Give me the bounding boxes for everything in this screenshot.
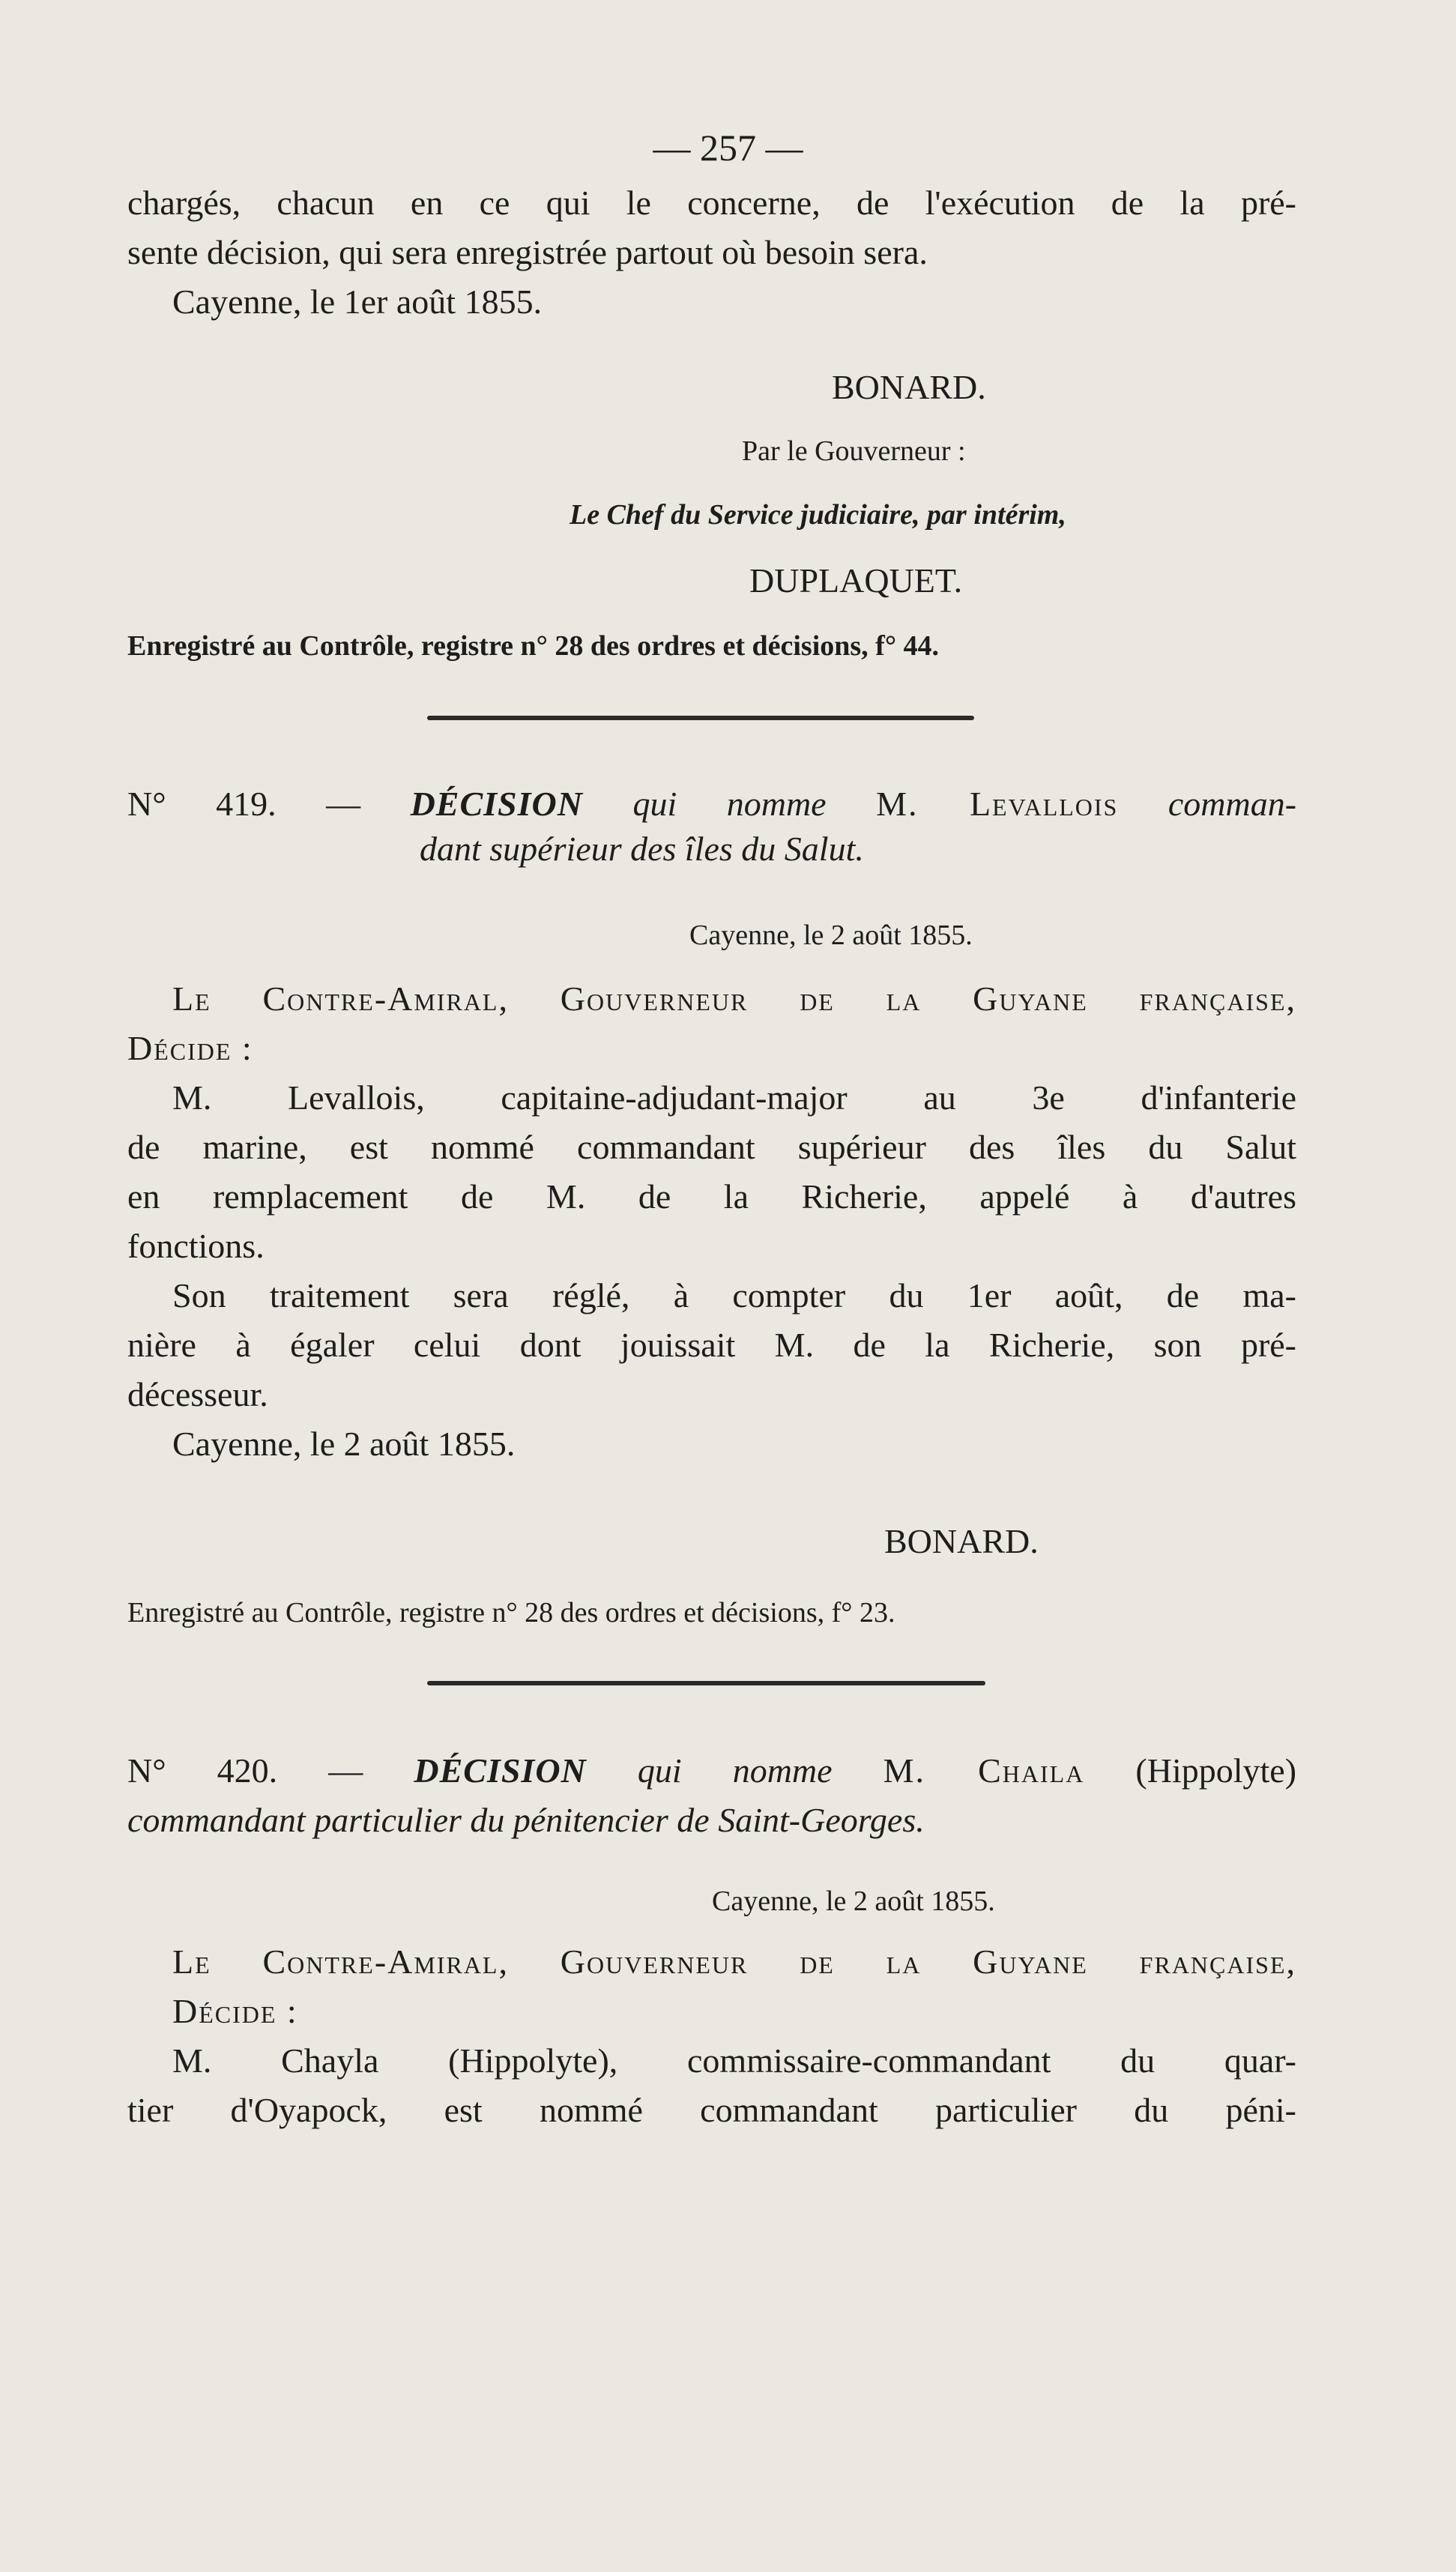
closing-date: Cayenne, le 2 août 1855. [172,1425,516,1463]
decision-title-line2: dant supérieur des îles du Salut. [420,830,864,868]
decision-title-rest: comman- [1167,785,1297,823]
body-line: fonctions. [127,1227,265,1265]
decision-number: N° 419. — [127,785,361,823]
body-line: en remplacement de M. de la Richerie, appelé à d'autres [127,1177,1296,1216]
date-line: Cayenne, le 1er août 1855. [172,283,543,321]
decision-419-body [127,974,1296,1469]
separator-rule [427,1681,985,1685]
decision-number: N° 420. — [127,1751,363,1790]
signatory: BONARD. [832,368,986,406]
page-number: — 257 — [653,127,803,169]
decision-title: DÉCISION [414,1751,587,1790]
decision-419-heading [127,779,1296,829]
decision-person-paren: (Hippolyte) [1135,1751,1297,1790]
decision-420-body [127,1937,1296,2135]
body-line: M. Levallois, capitaine-adjudant-major au 3e d'infanterie [172,1078,1296,1117]
body-line: tier d'Oyapock, est nommé commandant particulier du péni- [127,2091,1296,2129]
decide-line: Décide : [172,1992,298,2030]
text-line: chargés, chacun en ce qui le concerne, de l'exécution de la pré- [127,184,1296,222]
decision-title-rest: qui nomme [637,1751,833,1790]
text-line: sente décision, qui sera enregistrée partout où besoin sera. [127,233,928,271]
heading-line [127,1746,1296,1796]
body-line: de marine, est nommé commandant supérieur des îles du Salut [127,1128,1296,1166]
decision-title: DÉCISION [410,785,583,823]
enregistre-line: Enregistré au Contrôle, registre n° 28 des ordres et décisions, f° 44. [127,630,940,662]
body-line: M. Chayla (Hippolyte), commissaire-commandant du quar- [172,2041,1296,2080]
chef-name: DUPLAQUET. [749,561,963,600]
decision-420-heading [127,1746,1296,1845]
enregistre-line: Enregistré au Contrôle, registre n° 28 des ordres et décisions, f° 23. [127,1597,895,1628]
par-le-gouverneur: Par le Gouverneur : [742,435,966,467]
decision-title-rest: qui nomme [632,785,827,823]
decision-date: Cayenne, le 2 août 1855. [689,920,973,951]
decision-person: M. Levallois [876,785,1119,823]
separator-rule [427,716,974,720]
decision-person: M. Chaila [883,1751,1085,1790]
intro-line: Le Contre-Amiral, Gouverneur de la Guyane française, [172,979,1296,1018]
heading-line [127,779,1296,829]
signatory: BONARD. [884,1522,1039,1560]
body-line: décesseur. [127,1375,268,1413]
continuation-text [127,178,1296,327]
decision-title-line2: commandant particulier du pénitencier de Saint-Georges. [127,1801,925,1839]
decide-line: Décide : [127,1029,253,1067]
decision-date: Cayenne, le 2 août 1855. [712,1886,995,1917]
chef-service-line: Le Chef du Service judiciaire, par intérim, [570,499,1066,531]
intro-line: Le Contre-Amiral, Gouverneur de la Guyane française, [172,1942,1296,1981]
body-line: nière à égaler celui dont jouissait M. de la Richerie, son pré- [127,1326,1296,1364]
body-line: Son traitement sera réglé, à compter du 1er août, de ma- [172,1276,1296,1314]
